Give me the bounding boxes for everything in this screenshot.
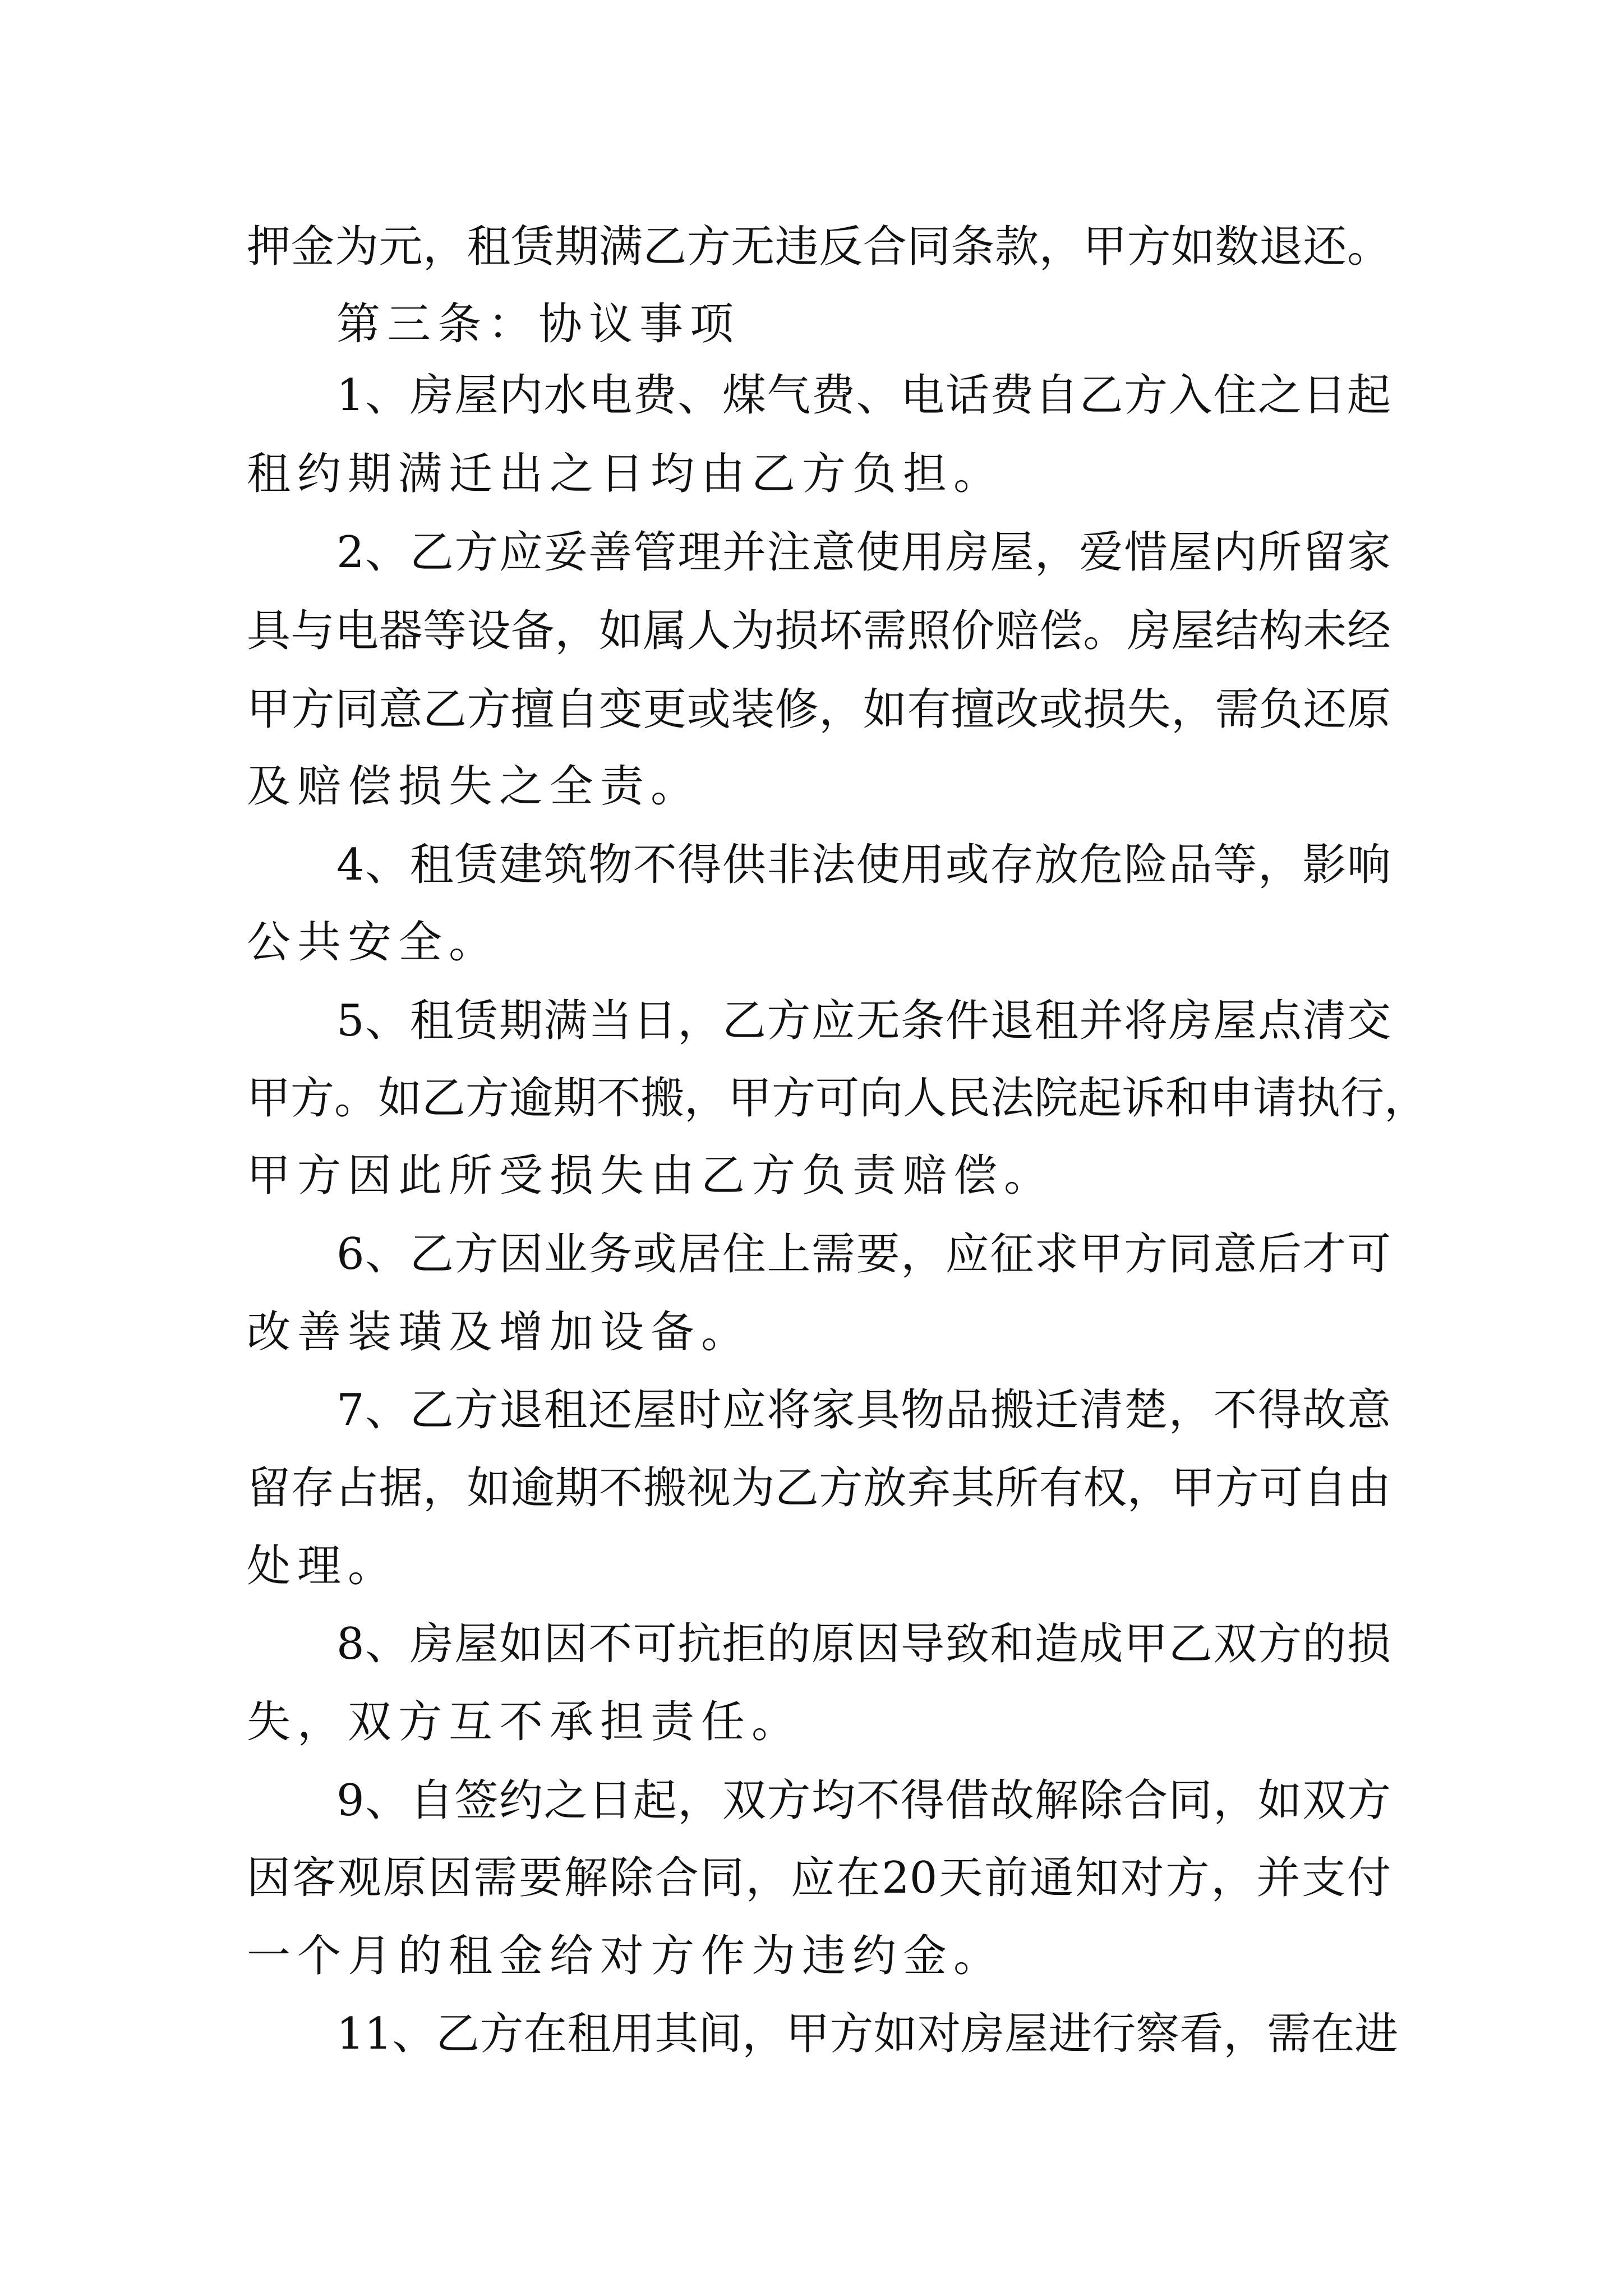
section-heading: 第三条：协议事项 (336, 299, 741, 349)
text-line: 因客观原因需要解除合同，应在20天前通知对方，并支付 (247, 1853, 1391, 1903)
text-line: 公共安全。 (247, 917, 500, 968)
text-line: 1、房屋内水电费、煤气费、电话费自乙方入住之日起 (336, 370, 1391, 421)
text-line: 留存占据，如逾期不搬视为乙方放弃其所有权，甲方可自由 (247, 1463, 1391, 1513)
text-line: 4、租赁建筑物不得供非法使用或存放危险品等，影响 (336, 840, 1391, 890)
text-line: 甲方同意乙方擅自变更或装修，如有擅改或损失，需负还原 (247, 684, 1391, 735)
text-line: 7、乙方退租还屋时应将家具物品搬迁清楚，不得故意 (336, 1385, 1391, 1435)
text-line: 2、乙方应妥善管理并注意使用房屋，爱惜屋内所留家 (336, 527, 1391, 578)
text-line: 甲方。如乙方逾期不搬，甲方可向人民法院起诉和申请执行， (247, 1073, 1428, 1124)
text-line: 失，双方互不承担责任。 (247, 1697, 803, 1747)
text-line: 6、乙方因业务或居住上需要，应征求甲方同意后才可 (336, 1229, 1391, 1280)
text-line: 租约期满迁出之日均由乙方负担。 (247, 449, 1004, 499)
text-line: 具与电器等设备，如属人为损坏需照价赔偿。房屋结构未经 (247, 606, 1391, 656)
text-line: 处理。 (247, 1541, 399, 1591)
text-line: 一个月的租金给对方作为违约金。 (247, 1931, 1004, 1981)
text-line: 11、乙方在租用其间，甲方如对房屋进行察看，需在进 (336, 2009, 1399, 2059)
text-line: 及赔偿损失之全责。 (247, 761, 702, 812)
text-line: 9、自签约之日起，双方均不得借故解除合同，如双方 (336, 1775, 1391, 1826)
text-line: 改善装璜及增加设备。 (247, 1307, 752, 1358)
text-line: 甲方因此所受损失由乙方负责赔偿。 (247, 1151, 1055, 1201)
text-line: 5、租赁期满当日，乙方应无条件退租并将房屋点清交 (336, 996, 1391, 1046)
text-line: 8、房屋如因不可抗拒的原因导致和造成甲乙双方的损 (336, 1619, 1391, 1669)
text-line: 押金为元，租赁期满乙方无违反合同条款，甲方如数退还。 (247, 222, 1391, 272)
